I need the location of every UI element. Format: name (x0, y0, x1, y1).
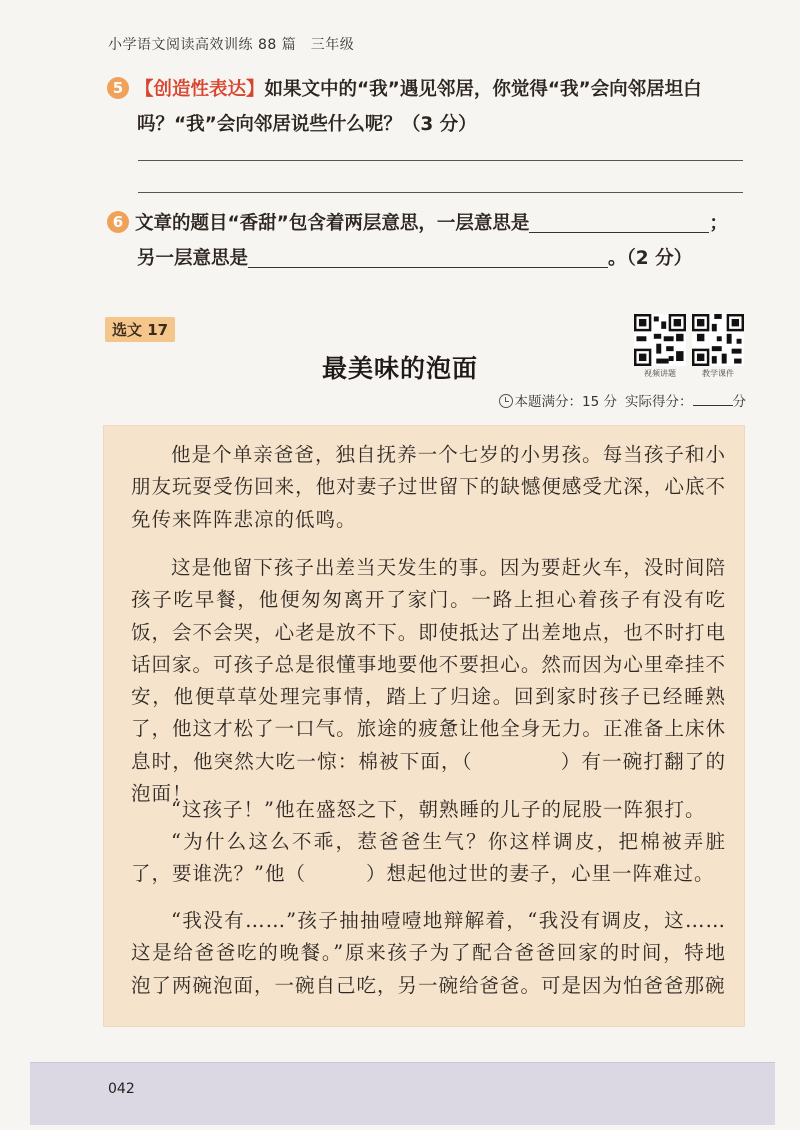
score-actual-label: 实际得分： (625, 394, 693, 410)
qr-code-video[interactable] (634, 314, 686, 379)
paragraph-text: ）有一碗打翻了的泡面！ (131, 749, 726, 806)
paragraph-text: “为什么这么不乖，惹爸爸生气？你这样调皮，把棉被弄脏了，要谁洗？”他（ (131, 830, 726, 886)
question-points: 。（2 分） (608, 248, 693, 269)
question-6 (107, 206, 757, 276)
question-number-badge: 6 (107, 211, 129, 233)
qr-code-icon (692, 314, 744, 366)
score-blank[interactable] (693, 391, 733, 406)
question-text-line1: 文章的题目“香甜”包含着两层意思，一层意思是 (135, 213, 530, 234)
answer-line[interactable] (138, 192, 743, 193)
qr-code-icon (634, 314, 686, 366)
passage-paragraph-2 (131, 552, 726, 810)
selection-tag: 选文 17 (105, 317, 175, 342)
answer-line[interactable] (138, 160, 743, 161)
paragraph-text: “这孩子！”他在盛怒之下，朝熟睡的儿子的屁股一阵狠打。 (171, 798, 706, 821)
passage-paragraph-3 (131, 794, 726, 826)
qr-label: 教学课件 (702, 369, 734, 378)
paragraph-text: 这是他留下孩子出差当天发生的事。因为要赶火车，没时间陪孩子吃早餐，他便匆匆离开了家门。一路上担心着孩子有没有吃饭，会不会哭，心老是放不下。即使抵达了出差地点，也不时打电话回家。可孩子总是很懂事地要他不要担心。然而因为心里牵挂不安，他便草草处理完事情，踏上了归途。回到家时孩子已经睡熟了，他这才松了一口气。旅途的疲惫让他全身无力。正准备上床休息时，他突然大吃一惊：棉被下面，（ (131, 556, 726, 773)
answer-blank[interactable] (529, 210, 709, 233)
score-line (499, 390, 746, 410)
question-text-line1: 如果文中的“我”遇见邻居，你觉得“我”会向邻居坦白 (264, 79, 702, 100)
paragraph-text: ）想起他过世的妻子，心里一阵难过。 (365, 862, 715, 886)
qr-code-courseware[interactable] (692, 314, 744, 379)
score-unit: 分 (732, 394, 746, 410)
question-tag: 【创造性表达】 (135, 79, 265, 100)
question-punct: ； (709, 213, 728, 234)
passage-paragraph-1 (131, 439, 726, 536)
passage-paragraph-5 (131, 905, 726, 1002)
passage-title: 最美味的泡面 (321, 354, 478, 383)
clock-icon (499, 394, 513, 408)
question-5 (107, 72, 757, 142)
question-text-line2: 吗？“我”会向邻居说些什么呢？（3 分） (137, 114, 477, 135)
passage-paragraph-4 (131, 826, 726, 891)
qr-label: 视频讲题 (644, 369, 676, 378)
question-number-badge: 5 (107, 77, 129, 99)
running-header: 小学语文阅读高效训练 88 篇 三年级 (108, 37, 355, 53)
paragraph-text: 他是个单亲爸爸，独自抚养一个七岁的小男孩。每当孩子和小朋友玩耍受伤回来，他对妻子过世留下的缺憾便感受尤深，心底不免传来阵阵悲凉的低鸣。 (131, 443, 726, 531)
score-full: 本题满分：15 分 (514, 394, 617, 410)
page-footer (30, 1062, 775, 1125)
answer-blank[interactable] (248, 245, 608, 268)
paragraph-text: “我没有……”孩子抽抽噎噎地辩解着，“我没有调皮，这……这是给爸爸吃的晚餐。”原来孩子为了配合爸爸回家的时间，特地泡了两碗泡面，一碗自己吃，另一碗给爸爸。可是因为怕爸爸那碗 (131, 909, 726, 997)
question-text-line2: 另一层意思是 (137, 248, 249, 269)
page-number: 042 (108, 1081, 135, 1097)
